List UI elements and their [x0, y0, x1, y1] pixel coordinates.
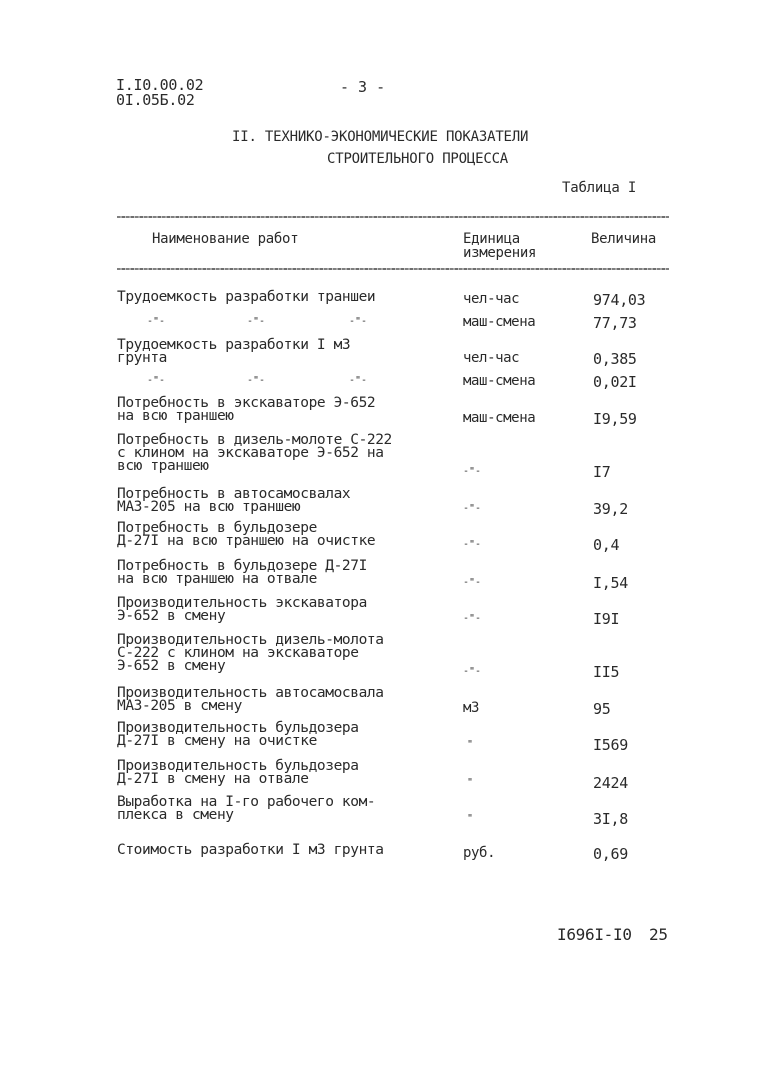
row-name: Потребность в бульдозере Д-27I на всю траншею на очистке [117, 520, 376, 549]
row-value: I9,59 [593, 410, 637, 428]
row-unit: маш-смена [463, 410, 536, 426]
row-name: Стоимость разработки I м3 грунта [117, 842, 384, 858]
row-value: 0,385 [593, 350, 637, 368]
footer-code: I696I-I0 [557, 925, 632, 944]
row-value: I569 [593, 736, 628, 754]
row-unit: " [467, 777, 474, 788]
table-label: Таблица I [562, 180, 637, 196]
column-header-unit-1: Единица [463, 231, 520, 247]
ditto-mark: -"- [247, 316, 266, 327]
row-value: II5 [593, 663, 620, 681]
column-header-value: Величина [591, 231, 657, 247]
row-name: Производительность экскаватора Э-652 в смену [117, 595, 367, 624]
row-name: Производительность дизель-молота С-222 с клином на экскаваторе Э-652 в смену [117, 632, 384, 674]
row-name: Выработка на I-го рабочего ком- плекса в смену [117, 794, 376, 823]
row-unit: чел-час [463, 291, 520, 307]
page-number: - 3 - [340, 78, 386, 96]
row-value: 2424 [593, 774, 628, 792]
row-name: Потребность в автосамосвалах МАЗ-205 на всю траншею [117, 486, 351, 515]
column-header-unit-2: измерения [463, 245, 537, 261]
row-value: I,54 [593, 574, 628, 592]
row-unit: -"- [463, 466, 482, 477]
row-name: Производительность бульдозера Д-27I в смену на отвале [117, 758, 359, 787]
row-value: 95 [593, 700, 611, 718]
row-unit: -"- [463, 613, 482, 624]
row-unit: -"- [463, 503, 482, 514]
column-header-name: Наименование работ [152, 231, 299, 247]
row-value: 0,69 [593, 845, 628, 863]
doc-code-2: 0I.05Б.02 [116, 91, 195, 109]
section-title-line2: СТРОИТЕЛЬНОГО ПРОЦЕССА [327, 151, 509, 167]
section-title-line1: II. ТЕХНИКО-ЭКОНОМИЧЕСКИЕ ПОКАЗАТЕЛИ [232, 129, 529, 145]
row-value: I9I [593, 610, 620, 628]
row-name: Трудоемкость разработки I м3 грунта [117, 337, 351, 366]
row-value: 974,03 [593, 291, 646, 309]
row-unit: маш-смена [463, 373, 536, 389]
row-unit: " [467, 813, 474, 824]
row-unit: " [467, 739, 474, 750]
row-name: Производительность автосамосвала МАЗ-205 в смену [117, 685, 384, 714]
doc-code-1: I.I0.00.02 [116, 76, 204, 94]
ditto-mark: -"- [147, 375, 166, 386]
row-value: I7 [593, 463, 611, 481]
row-value: 39,2 [593, 500, 628, 518]
row-name: Потребность в дизель-молоте С-222 с клином на экскаваторе Э-652 на всю траншею [117, 432, 392, 474]
row-unit: м3 [463, 700, 480, 716]
ditto-mark: -"- [147, 316, 166, 327]
row-name: Потребность в экскаваторе Э-652 на всю траншею [117, 395, 376, 424]
ditto-mark: -"- [349, 375, 368, 386]
table-header-rule [117, 268, 669, 270]
row-value: 0,02I [593, 373, 637, 391]
row-unit: -"- [463, 539, 482, 550]
footer-sheet-number: 25 [649, 925, 668, 944]
row-unit: маш-смена [463, 314, 536, 330]
ditto-mark: -"- [247, 375, 266, 386]
row-unit: -"- [463, 666, 482, 677]
ditto-mark: -"- [349, 316, 368, 327]
row-value: 3I,8 [593, 810, 628, 828]
row-value: 77,73 [593, 314, 637, 332]
row-value: 0,4 [593, 536, 620, 554]
row-name: Потребность в бульдозере Д-27I на всю траншею на отвале [117, 558, 367, 587]
row-name: Трудоемкость разработки траншеи [117, 289, 376, 305]
row-unit: чел-час [463, 350, 520, 366]
table-top-rule [117, 216, 669, 218]
row-unit: -"- [463, 577, 482, 588]
row-unit: руб. [463, 845, 496, 861]
row-name: Производительность бульдозера Д-27I в смену на очистке [117, 720, 359, 749]
